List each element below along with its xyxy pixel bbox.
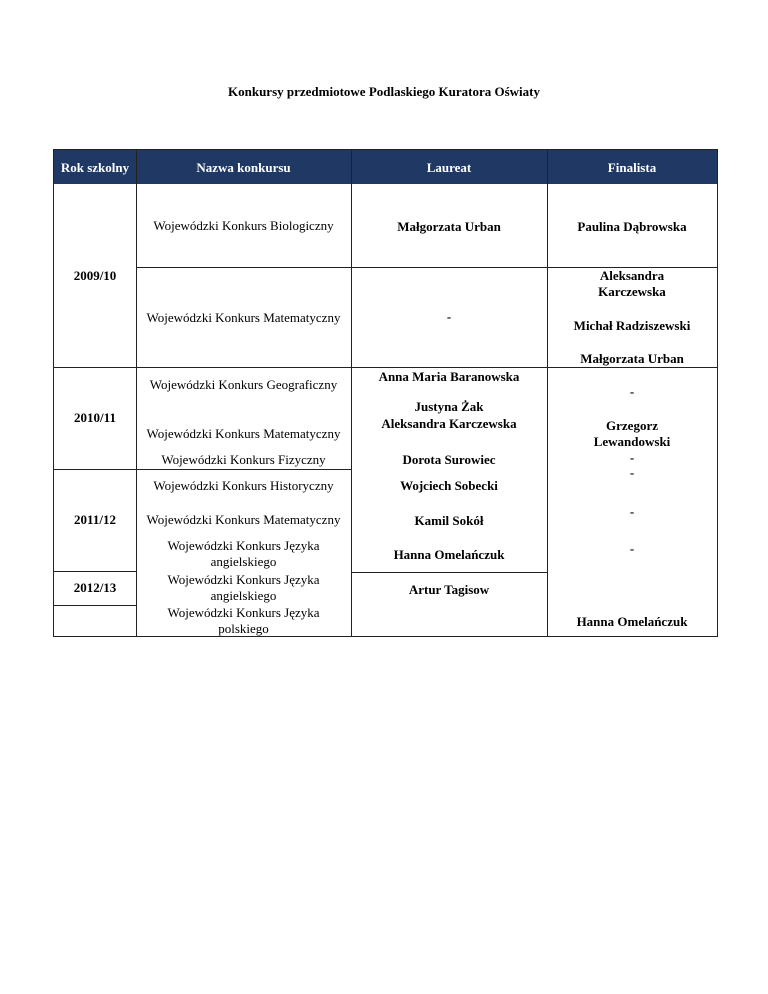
header-finalist: Finalista bbox=[607, 159, 657, 175]
contest-table bbox=[53, 149, 718, 637]
finalist-cell: - bbox=[629, 541, 635, 556]
laureate-cell: Justyna Żak bbox=[414, 399, 484, 414]
contest-cell: Wojewódzki Konkurs Fizyczny bbox=[161, 452, 326, 467]
document-title: Konkursy przedmiotowe Podlaskiego Kuratora Oświaty bbox=[228, 84, 540, 99]
finalist-cell: Małgorzata Urban bbox=[580, 350, 684, 366]
finalist-cell: - bbox=[629, 384, 635, 399]
row-divider bbox=[351, 572, 547, 573]
table-header bbox=[54, 150, 717, 184]
contest-cell: Wojewódzki Konkurs Języka polskiego bbox=[167, 604, 320, 636]
column-divider bbox=[136, 150, 137, 636]
contest-cell: Wojewódzki Konkurs Historyczny bbox=[153, 478, 334, 493]
laureate-cell: Dorota Surowiec bbox=[402, 452, 496, 467]
contest-cell: Wojewódzki Konkurs Biologiczny bbox=[153, 218, 334, 233]
finalist-cell: Aleksandra Karczewska bbox=[598, 268, 666, 299]
contest-cell: Wojewódzki Konkurs Matematyczny bbox=[146, 310, 341, 325]
laureate-cell: Aleksandra Karczewska bbox=[381, 416, 517, 431]
laureate-cell: - bbox=[446, 309, 452, 324]
finalist-cell: Grzegorz Lewandowski bbox=[593, 418, 671, 449]
year-cell: 2010/11 bbox=[74, 410, 116, 425]
finalist-cell: - bbox=[629, 465, 635, 480]
contest-cell: Wojewódzki Konkurs Języka angielskiego bbox=[167, 538, 320, 569]
laureate-cell: Wojciech Sobecki bbox=[400, 478, 498, 493]
header-year: Rok szkolny bbox=[60, 159, 130, 175]
laureate-cell: Artur Tagisow bbox=[408, 582, 490, 597]
contest-cell: Wojewódzki Konkurs Matematyczny bbox=[146, 512, 341, 527]
finalist-cell: Paulina Dąbrowska bbox=[577, 219, 687, 234]
laureate-cell: Hanna Omelańczuk bbox=[393, 547, 505, 562]
finalist-cell: - bbox=[629, 450, 635, 465]
year-cell: 2011/12 bbox=[74, 512, 116, 527]
laureate-cell: Kamil Sokół bbox=[414, 513, 484, 528]
header-contest: Nazwa konkursu bbox=[196, 159, 291, 175]
contest-cell: Wojewódzki Konkurs Matematyczny bbox=[146, 426, 341, 441]
contest-cell: Wojewódzki Konkurs Języka angielskiego bbox=[167, 572, 320, 603]
finalist-cell: - bbox=[629, 504, 635, 519]
row-divider bbox=[54, 605, 136, 606]
laureate-cell: Małgorzata Urban bbox=[397, 219, 501, 234]
header-laureate: Laureat bbox=[426, 159, 472, 175]
contest-cell: Wojewódzki Konkurs Geograficzny bbox=[149, 377, 338, 392]
finalist-cell: Hanna Omelańczuk bbox=[576, 614, 688, 629]
laureate-cell: Anna Maria Baranowska bbox=[378, 369, 520, 384]
finalist-cell: Michał Radziszewski bbox=[573, 318, 691, 333]
year-cell: 2009/10 bbox=[73, 267, 117, 283]
year-cell: 2012/13 bbox=[73, 580, 117, 595]
